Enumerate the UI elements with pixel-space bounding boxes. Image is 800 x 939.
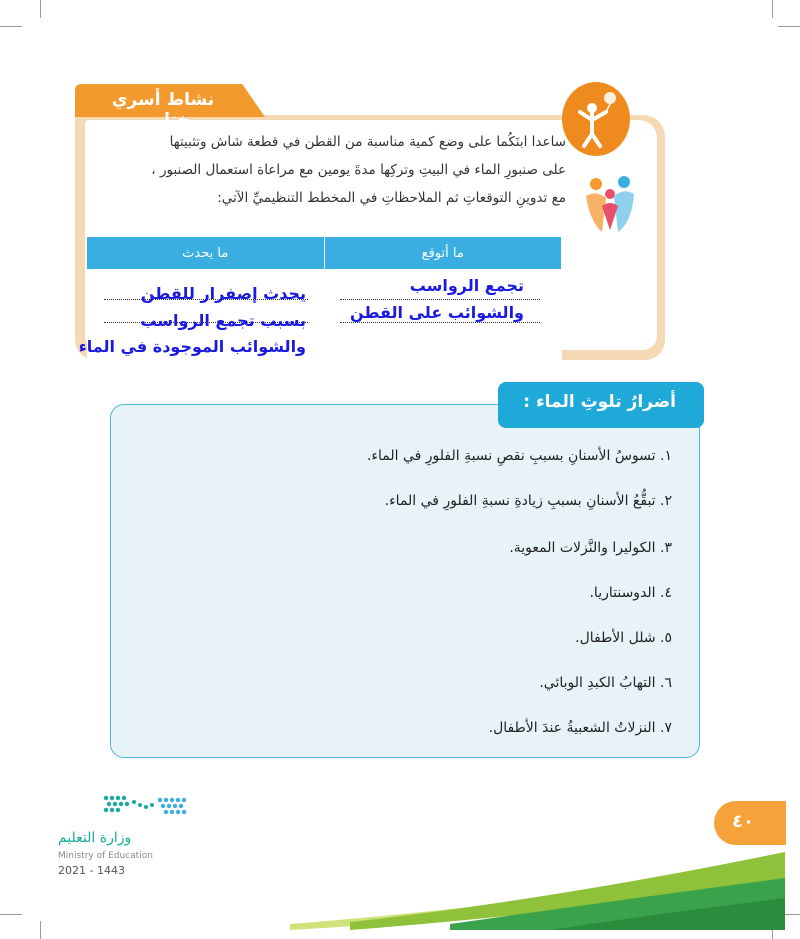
list-item: ٦. التهابُ الكبدِ الوبائي. (539, 675, 672, 691)
list-item: ٣. الكوليرا والنَّزلات المعوية. (509, 540, 672, 556)
activity-line: ساعدا ابنَكُما على وضع كمية مناسبة من القطن في قطعة شاش وتثبيتها (169, 134, 566, 150)
list-item: ٤. الدوسنتاريا. (589, 585, 672, 601)
activity-line: مع تدوينِ التوقعاتِ ثم الملاحظاتِ في المخطط التنظيميِّ الآتي: (217, 190, 566, 206)
crop-mark (40, 921, 41, 939)
writing-line (340, 322, 540, 323)
ministry-logo-icon (100, 792, 194, 818)
writing-line (340, 299, 540, 300)
crop-mark (778, 26, 800, 27)
list-item: ٥. شلل الأطفال. (575, 630, 672, 646)
answer-expect-line-1: تجمع الرواسب (409, 276, 524, 295)
answer-happens-line-2: بسبب تجمع الرواسب (140, 311, 306, 330)
list-item: ١. تسوسُ الأسنانِ بسببِ نقصِ نسبةِ الفلورِ في الماء. (366, 448, 672, 464)
list-item: ٧. النزلاتُ الشعبيةُ عندَ الأطفال. (488, 720, 672, 736)
activity-line: على صنبورِ الماء في البيتِ وتركِها مدةَ يومين مع مراعاة استعمال الصنبور ، (151, 162, 566, 178)
crop-mark (772, 0, 773, 18)
header-expect: ما أتوقع (324, 237, 562, 270)
answer-happens-line-3: والشوائب الموجودة في الماء (78, 337, 306, 356)
crop-mark (0, 26, 22, 27)
ministry-year: 2021 - 1443 (58, 864, 125, 877)
activity-instructions (100, 128, 566, 212)
decorative-swoosh (290, 852, 785, 930)
water-pollution-title: أضرارُ تلوثِ الماء : (523, 392, 676, 412)
family-icon (582, 172, 638, 238)
page-number: ٤٠ (732, 811, 754, 832)
answer-happens-line-1: يحدث إصفرار للقطن (140, 284, 306, 303)
crop-mark (0, 914, 22, 915)
answer-expect-line-2: والشوائب على القطن (350, 303, 524, 322)
ministry-name-en: Ministry of Education (58, 851, 153, 861)
header-happens: ما يحدث (87, 237, 325, 270)
activity-logo-icon (562, 82, 630, 156)
ministry-name-ar: وزارة التعليم (58, 830, 132, 846)
activity-title: نشاط أسري ختامي (111, 90, 215, 130)
list-item: ٢. تبقُّعُ الأسنانِ بسببِ زيادةِ نسبةِ الفلورِ في الماء. (384, 493, 672, 509)
crop-mark (40, 0, 41, 18)
